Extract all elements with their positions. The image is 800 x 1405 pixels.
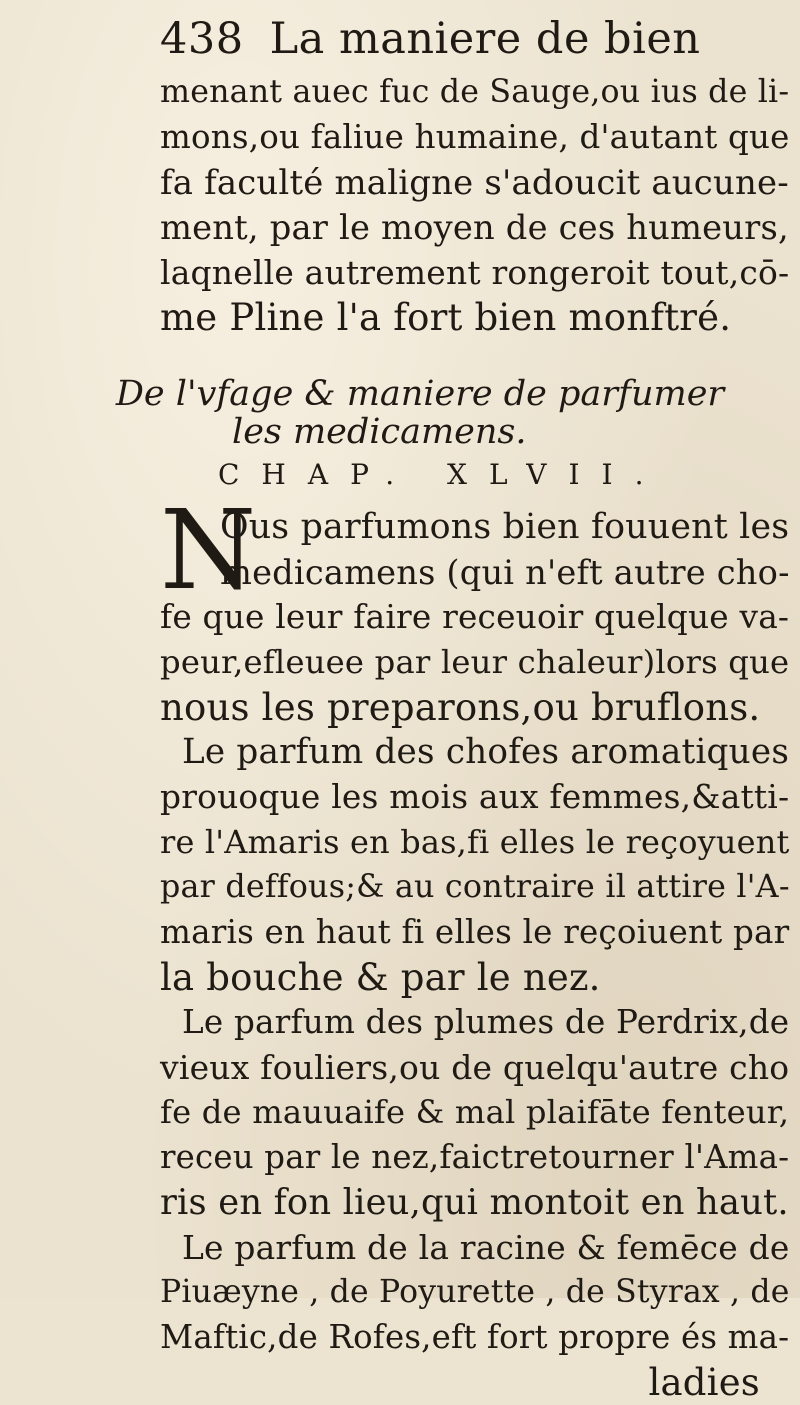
text-line: nous les preparons,ou bruflons. (160, 686, 761, 729)
text-line: re l'Amaris en bas,fi elles le reçoyuent (160, 823, 790, 861)
main-text (160, 505, 800, 1405)
text-line: laqnelle autrement rongeroit tout,cō- (160, 253, 790, 292)
text-line: par deffous;& au contraire il attire l'A- (160, 869, 790, 905)
text-line: fa faculté maligne s'adoucit aucune- (160, 163, 789, 202)
text-line: la bouche & par le nez. (160, 956, 601, 999)
text-line: medicamens (qui n'eft autre cho- (220, 553, 790, 592)
text-line: fe de mauuaife & mal plaifāte fenteur, (160, 1093, 790, 1131)
chapter-number: CHAP. XLVII. (218, 458, 666, 491)
text-line: maris en haut fi elles le reçoiuent par (160, 913, 790, 951)
drop-cap: N (160, 486, 257, 614)
text-line: fe que leur faire receuoir quelque va- (160, 598, 790, 636)
text-line: peur,efleuee par leur chaleur)lors que (160, 643, 790, 681)
text-line: menant auec fuc de Sauge,ou ius de li- (160, 74, 790, 110)
text-line: vieux fouliers,ou de quelqu'autre cho (160, 1048, 790, 1087)
text-line: prouoque les mois aux femmes,&atti- (160, 778, 790, 816)
text-line: Le parfum des plumes de Perdrix,de (182, 1003, 790, 1041)
top-paragraph (160, 70, 800, 340)
catchword: ladies (648, 1361, 760, 1404)
running-head (160, 14, 700, 64)
text-line: ment, par le moyen de ces humeurs, (160, 208, 789, 247)
text-line: Ous parfumons bien fouuent les (220, 507, 790, 547)
page-number: 438 (160, 14, 244, 64)
text-line: Le parfum des chofes aromatiques (182, 732, 790, 772)
section-title: De l'vfage & maniere de parfumer (115, 374, 725, 414)
text-line: receu par le nez,faictretourner l'Ama- (160, 1138, 790, 1176)
running-title: La maniere de bien (269, 14, 701, 64)
section-title-continued: les medicamens. (232, 412, 527, 452)
text-line: me Pline l'a fort bien monftré. (160, 296, 732, 339)
text-line: mons,ou faliue humaine, d'autant que (160, 118, 790, 156)
text-line: Le parfum de la racine & femēce de (182, 1228, 790, 1267)
text-line: Piuæyne , de Poyurette , de Styrax , de (160, 1274, 790, 1310)
text-line: ris en fon lieu,qui montoit en haut. (160, 1182, 789, 1223)
text-line: Maftic,de Rofes,eft fort propre és ma- (160, 1318, 790, 1356)
